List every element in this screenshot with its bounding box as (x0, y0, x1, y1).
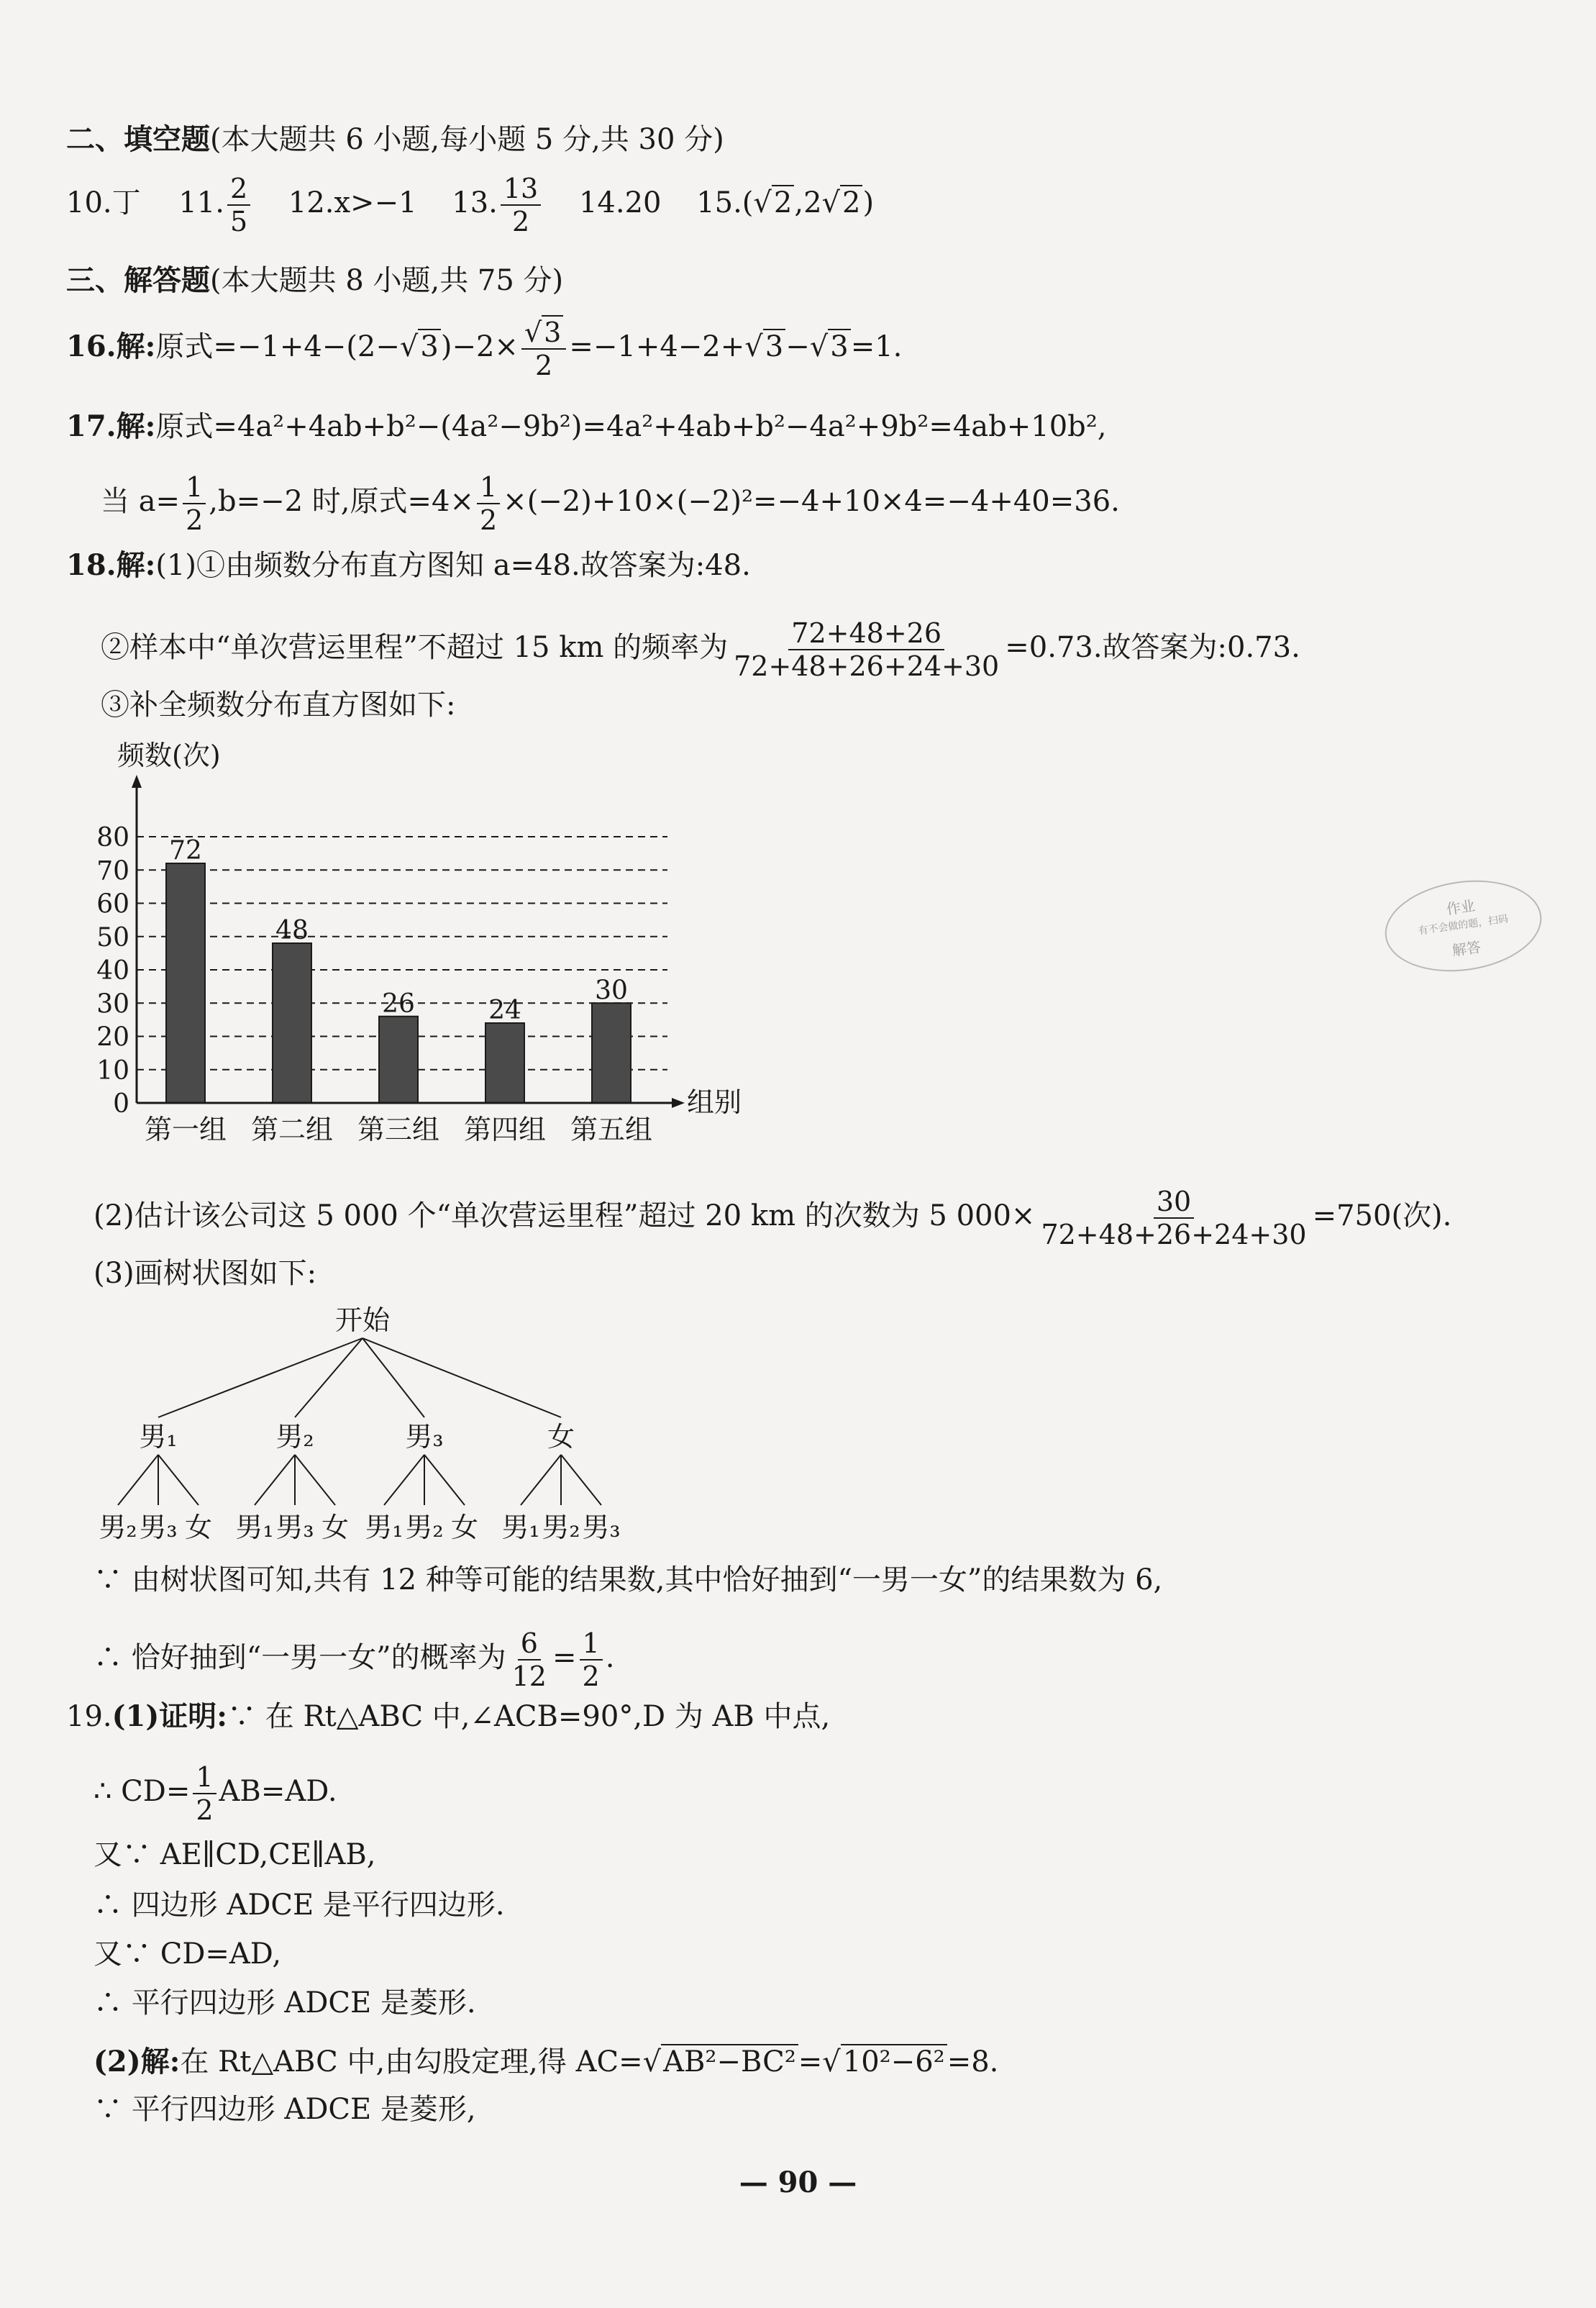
y-tick-1: 10 (96, 1055, 129, 1086)
tree-diagram (86, 1295, 662, 1554)
fraction (509, 1627, 550, 1692)
x-tick-5: 第五组 (570, 1114, 653, 1145)
denominator: 2 (511, 206, 530, 237)
text: =750(次). (1312, 1199, 1452, 1232)
branch-4-3 (561, 1455, 601, 1505)
tree-node-l1-1: 男₁ (139, 1421, 178, 1453)
tree-node-l2-2: 男₃ (139, 1512, 178, 1543)
section-3-title: 三、解答题 (66, 263, 210, 297)
tree-level-1 (139, 1421, 575, 1453)
section-2-title: 二、填空题 (66, 122, 210, 156)
solution-tag: (2)解: (94, 2045, 181, 2078)
answer-10: 10.丁 (66, 186, 141, 219)
fraction (1038, 1186, 1309, 1250)
stamp-text-1: 作业 (1445, 896, 1477, 918)
radicand: 3 (763, 329, 785, 363)
answer-13-label: 13. (452, 186, 498, 219)
numerator: 1 (477, 471, 500, 504)
bar-2 (273, 943, 311, 1103)
x-axis-label: 组别 (687, 1086, 742, 1118)
problem-19-line-7: (2)解:在 Rt△ABC 中,由勾股定理,得 AC=√AB²−BC²=√10²−6²=8. (94, 2045, 999, 2078)
problem-18-q1b (101, 617, 1300, 682)
denominator: 2 (196, 1794, 214, 1826)
text: =1. (850, 330, 903, 363)
section-2-heading (66, 119, 724, 160)
denominator: 5 (229, 206, 248, 237)
fill-in-answers (66, 173, 874, 237)
problem-18-conclusion-2 (94, 1627, 614, 1692)
problem-19-label: 19. (66, 1700, 112, 1733)
y-tick-3: 30 (96, 989, 129, 1019)
radicand: 3 (828, 329, 850, 363)
branch-4-1 (521, 1455, 561, 1505)
answer-11-fraction (227, 173, 250, 237)
numerator: 13 (501, 173, 541, 206)
text: ∵ 在 Rt△ABC 中,∠ACB=90°,D 为 AB 中点, (227, 1700, 831, 1733)
branch-root-1 (158, 1338, 362, 1417)
tree-node-l1-4: 女 (547, 1421, 575, 1453)
fraction (183, 471, 206, 536)
tree-node-l2-5: 男₃ (275, 1512, 314, 1543)
text: ,b=−2 时,原式=4× (209, 485, 474, 518)
denominator: 2 (535, 350, 553, 381)
text: ×(−2)+10×(−2)²=−4+10×4=−4+40=36. (503, 485, 1120, 518)
denominator: 2 (479, 504, 498, 536)
text: AB=AD. (219, 1775, 337, 1808)
tree-node-l2-4: 男₁ (235, 1512, 274, 1543)
radicand: 2 (772, 185, 794, 219)
answer-11-label: 11. (178, 186, 224, 219)
denominator: 2 (186, 504, 204, 536)
tree-node-l2-12: 男₃ (582, 1512, 621, 1543)
stamp-text-3: 解答 (1451, 938, 1482, 960)
text: − (785, 330, 810, 363)
tree-node-l2-7: 男₁ (365, 1512, 403, 1543)
y-tick-4: 40 (96, 956, 129, 986)
y-tick-5: 50 (96, 922, 129, 953)
bar-label-4: 24 (488, 996, 521, 1025)
problem-19-line-6: ∴ 平行四边形 ADCE 是菱形. (94, 1986, 476, 2020)
text: . (605, 1641, 615, 1674)
radicand: AB²−BC² (661, 2044, 798, 2078)
x-tick-1: 第一组 (144, 1114, 227, 1145)
problem-17-line-2 (101, 471, 1120, 536)
tree-node-l2-3: 女 (184, 1512, 213, 1543)
problem-19-line-4: ∴ 四边形 ADCE 是平行四边形. (94, 1889, 505, 1922)
tree-node-l2-11: 男₂ (542, 1512, 580, 1543)
x-tick-3: 第三组 (357, 1114, 440, 1145)
frequency-histogram (58, 730, 777, 1162)
y-tick-labels (96, 823, 129, 1119)
branch-root-4 (362, 1338, 561, 1417)
y-tick-6: 60 (96, 889, 129, 919)
branch-2-3 (295, 1455, 335, 1505)
x-axis-arrow (672, 1098, 685, 1108)
text: ,2 (794, 186, 822, 219)
branch-3-1 (384, 1455, 424, 1505)
problem-17-line-1 (66, 406, 1107, 447)
y-tick-0: 0 (113, 1089, 129, 1119)
numerator: 1 (193, 1761, 216, 1794)
text: 15.( (696, 186, 754, 219)
bar-value-labels (169, 836, 628, 1025)
tree-level-2 (99, 1512, 620, 1543)
tree-node-l1-2: 男₂ (275, 1421, 314, 1453)
section-2-note: (本大题共 6 小题,每小题 5 分,共 30 分) (210, 123, 724, 156)
tree-node-l1-3: 男₃ (405, 1421, 444, 1453)
problem-18-q1c: ③补全频数分布直方图如下: (101, 689, 456, 722)
stamp-text-2: 有不会做的题，扫码 (1417, 913, 1509, 937)
section-3-note: (本大题共 8 小题,共 75 分) (210, 264, 564, 297)
text: ②样本中“单次营运里程”不超过 15 km 的频率为 (101, 631, 729, 664)
problem-18-q1a (66, 545, 751, 586)
problem-19-line-5: 又∵ CD=AD, (94, 1937, 282, 1971)
problem-16-label: 16.解: (66, 330, 156, 363)
numerator: √3 (521, 317, 566, 350)
numerator: 30 (1154, 1186, 1194, 1219)
y-axis-arrow (132, 775, 142, 788)
denominator: 2 (582, 1660, 600, 1692)
text: ∴ CD= (94, 1775, 191, 1808)
bar-5 (592, 1003, 631, 1103)
proof-tag: (1)证明: (111, 1699, 228, 1733)
text: 原式=4a²+4ab+b²−(4a²−9b²)=4a²+4ab+b²−4a²+9b²=4ab+10b², (155, 410, 1107, 443)
text: (1)①由频数分布直方图知 a=48.故答案为:48. (155, 549, 751, 582)
text: = (552, 1641, 577, 1674)
numerator: 1 (183, 471, 206, 504)
branch-1-1 (118, 1455, 158, 1505)
answer-12: 12.x>−1 (288, 186, 417, 219)
bar-label-1: 72 (169, 836, 202, 866)
text: =−1+4−2+ (569, 330, 745, 363)
text: (2)估计该公司这 5 000 个“单次营运里程”超过 20 km 的次数为 5 000× (94, 1199, 1036, 1232)
answer-15: 15.(√2,2√2) (696, 186, 875, 219)
problem-18-conclusion-1: ∵ 由树状图可知,共有 12 种等可能的结果数,其中恰好抽到“一男一女”的结果数为 6, (94, 1563, 1163, 1596)
text: )−2× (440, 330, 519, 363)
problem-18-label: 18.解: (66, 548, 156, 582)
denominator: 72+48+26+24+30 (1041, 1219, 1307, 1250)
section-3-heading (66, 260, 563, 301)
radicand: 2 (840, 185, 862, 219)
bar-label-3: 26 (382, 989, 415, 1019)
branch-root-2 (295, 1338, 362, 1417)
radicand: 10²−6² (841, 2044, 947, 2078)
bar-1 (166, 863, 205, 1103)
radicand: 3 (418, 329, 440, 363)
answer-13-fraction (501, 173, 541, 237)
x-tick-2: 第二组 (250, 1114, 334, 1145)
numerator: 6 (518, 1627, 541, 1660)
y-tick-7: 70 (96, 856, 129, 886)
tree-node-l2-1: 男₂ (99, 1512, 137, 1543)
tree-node-l2-6: 女 (321, 1512, 350, 1543)
text: 当 a= (101, 485, 181, 518)
text: 原式=−1+4−(2− (155, 330, 400, 363)
tree-node-l2-8: 男₂ (405, 1512, 444, 1543)
bar-label-2: 48 (275, 916, 309, 945)
bars (166, 863, 631, 1103)
numerator: 72+48+26 (788, 617, 944, 650)
problem-19-line-3: 又∵ AE∥CD,CE∥AB, (94, 1838, 376, 1871)
problem-18-q3: (3)画树状图如下: (94, 1257, 317, 1290)
page-number: — 90 — (739, 2166, 857, 2199)
bar-3 (379, 1017, 418, 1103)
text: ∴ 恰好抽到“一男一女”的概率为 (94, 1641, 506, 1674)
text: ) (862, 186, 875, 219)
problem-16: 16.解:原式=−1+4−(2−√3)−2× $\frac{√3}{2}$ =−1+4−2+√3−√3=1. (66, 317, 903, 381)
fraction (521, 317, 566, 381)
fraction (477, 471, 500, 536)
branch-3-3 (424, 1455, 465, 1505)
problem-18-q2 (94, 1186, 1451, 1250)
homework-stamp-logo (1379, 871, 1547, 981)
fraction (193, 1761, 216, 1826)
denominator: 72+48+26+24+30 (734, 650, 1000, 682)
x-tick-4: 第四组 (463, 1114, 547, 1145)
branch-2-1 (255, 1455, 295, 1505)
branch-1-3 (158, 1455, 199, 1505)
numerator: 2 (227, 173, 250, 206)
y-axis-label: 频数(次) (117, 740, 221, 771)
tree-branches (118, 1338, 601, 1505)
problem-17-label: 17.解: (66, 409, 156, 443)
text: =8. (947, 2045, 999, 2078)
problem-19-line-8: ∵ 平行四边形 ADCE 是菱形, (94, 2093, 476, 2126)
problem-19-line-2 (94, 1761, 337, 1826)
y-tick-8: 80 (96, 823, 129, 853)
tree-node-l2-9: 女 (450, 1512, 479, 1543)
bar-4 (485, 1023, 524, 1103)
text: =0.73.故答案为:0.73. (1005, 631, 1300, 664)
text: = (798, 2045, 823, 2078)
x-tick-labels (145, 1114, 652, 1145)
text: 在 Rt△ABC 中,由勾股定理,得 AC= (180, 2045, 643, 2078)
numerator: 1 (580, 1627, 603, 1660)
problem-19-line-1 (66, 1696, 830, 1737)
denominator: 12 (511, 1660, 547, 1692)
y-tick-2: 20 (96, 1022, 129, 1053)
fraction (731, 617, 1002, 682)
radicand: 3 (542, 315, 563, 348)
tree-root: 开始 (334, 1304, 391, 1336)
bar-label-5: 30 (595, 976, 628, 1006)
fraction (580, 1627, 603, 1692)
tree-node-l2-10: 男₁ (501, 1512, 540, 1543)
answer-14: 14.20 (578, 186, 662, 219)
